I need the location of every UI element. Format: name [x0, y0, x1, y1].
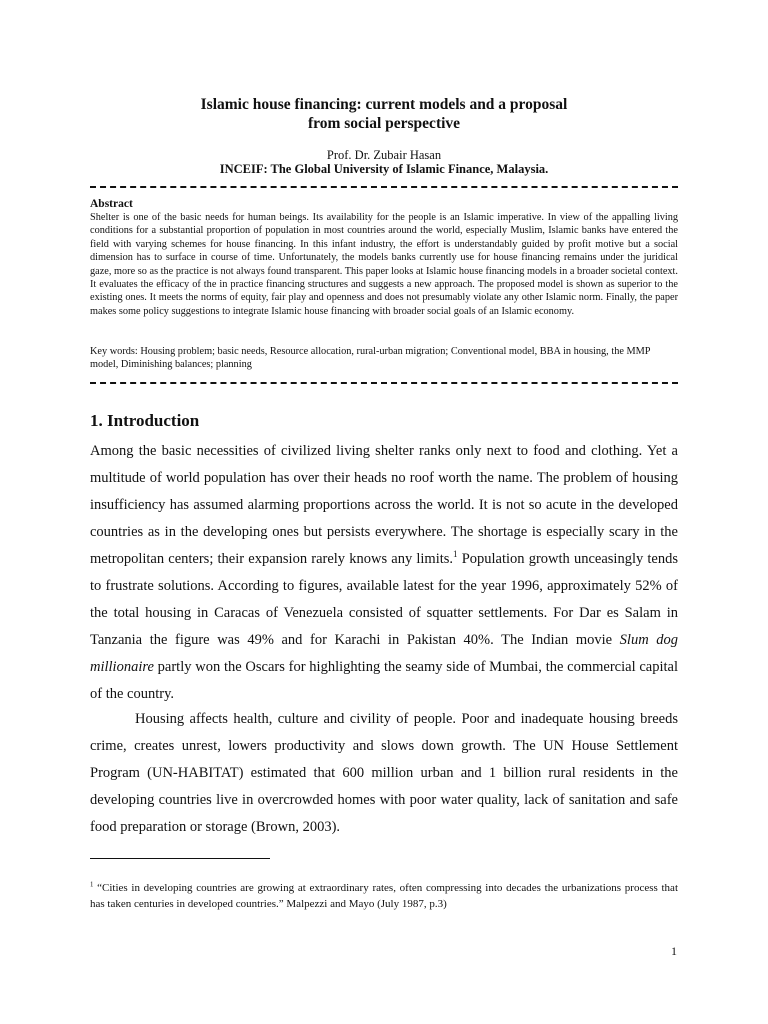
footnote-reference-1[interactable]: 1	[453, 549, 458, 560]
movie-title: Slum dog millionaire	[90, 632, 679, 675]
title-line-1: Islamic house financing: current models and a proposal	[200, 96, 568, 113]
intro-paragraph-1-part-b: Population growth unceasingly tends to frustrate solutions. According to figures, available latest for the year 1996, approximately 52% of the total housing in Caracas of Venezuela consisted of squatter settlements. For Dar es Salam in Tanzania the figure was 49% and for Karachi in Pakistan 40%. The Indian movie	[90, 551, 679, 648]
page-number: 1	[671, 944, 677, 958]
footnote-1	[90, 880, 678, 912]
intro-paragraph-1-part-c: partly won the Oscars for highlighting the seamy side of Mumbai, the commercial capital of the country.	[90, 659, 678, 702]
intro-paragraph-2: Housing affects health, culture and civility of people. Poor and inadequate housing breeds crime, creates unrest, lowers productivity and slows down growth. The UN House Settlement Program (UN-HABITAT) estimated that 600 million urban and 1 billion rural residents in the developing countries live in overcrowded homes with poor water quality, lack of sanitation and safe food preparation or storage (Brown, 2003).	[90, 711, 678, 835]
bottom-dashed-divider	[90, 382, 678, 390]
footnote-separator	[90, 858, 270, 859]
section-heading-introduction: 1. Introduction	[90, 411, 200, 430]
intro-paragraph-1	[90, 438, 678, 708]
abstract-heading: Abstract	[90, 198, 133, 210]
title-line-2: from social perspective	[307, 115, 461, 132]
intro-paragraph-1-part-a: Among the basic necessities of civilized living shelter ranks only next to food and clothing. Yet a multitude of world population has over their heads no roof worth the name. The problem of housing insufficiency has assumed alarming proportions across the world. It is not so acute in the developed countries as in the developing ones but persists everywhere. The shortage is especially scary in the metropolitan centers; their expansion rarely knows any limits.	[90, 443, 678, 567]
author-affiliation: INCEIF: The Global University of Islamic Finance, Malaysia.	[219, 162, 549, 176]
keywords: Key words: Housing problem; basic needs, Resource allocation, rural-urban migration; Conventional model, BBA in housing, the MMP model, Diminishing balances; planning	[90, 346, 651, 371]
top-dashed-divider	[90, 186, 678, 194]
footnote-text: “Cities in developing countries are growing at extraordinary rates, often compressing into decades the urbanizations process that has taken centuries in developed countries.” Malpezzi and Mayo (July 1987, p.3)	[90, 882, 678, 910]
footnote-mark: 1	[90, 881, 94, 889]
abstract-text: Shelter is one of the basic needs for human beings. Its availability for the people is an Islamic imperative. In view of the appalling living conditions for a substantial proportion of population in most countries around the world, especially Muslim, Islamic banks have entered the field with varying schemes for house financing. In this infant industry, the effort is understandably guided by profit motive but a social dimension has to surface in course of time. Unfortunately, the models banks currently use for house financing remains under the juridical gaze, more so as the practice is not always found transparent. This paper looks at Islamic house financing models in a broader societal context. It evaluates the efficacy of the in practice financing structures and suggests a new approach. The proposed model is shown as superior to the existing ones. It meets the norms of equity, fair play and openness and does not presumably violate any other Islamic norm. Finally, the paper makes some policy suggestions to integrate Islamic house financing with broader social goals of an Islamic economy.	[90, 212, 678, 317]
author-name: Prof. Dr. Zubair Hasan	[326, 148, 442, 162]
paper-title	[90, 95, 678, 133]
